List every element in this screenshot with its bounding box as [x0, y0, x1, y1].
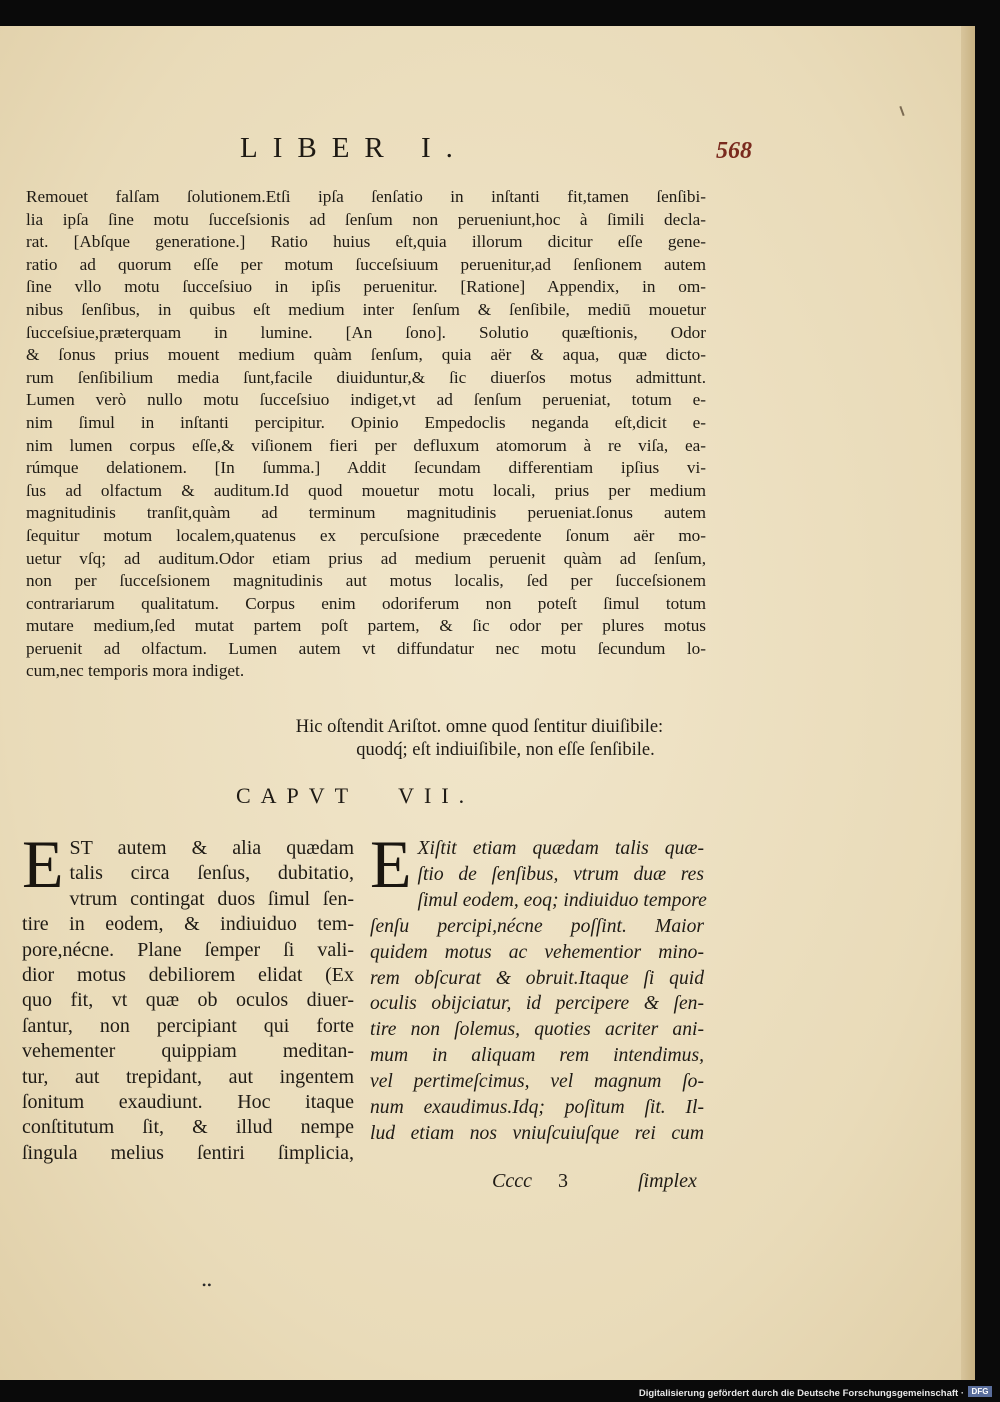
- right-text-column: [370, 826, 707, 1147]
- commentary-line: nim lumen corpus eſſe,& viſionem fieri per defluxum atomorum à re viſa, ea-: [26, 435, 706, 455]
- column-line: Xiſtit etiam quædam talis quæ-: [417, 838, 704, 859]
- ink-mark: [899, 106, 904, 116]
- page-number: 568: [716, 138, 752, 164]
- page-edge: [961, 26, 975, 1380]
- commentary-line: uetur vſq; ad auditum.Odor etiam prius ad medium peruenit quàm ad ſenſum,: [26, 548, 706, 568]
- column-line: talis circa ſenſus, dubitatio,: [69, 862, 354, 885]
- signature-number: 3: [557, 1170, 568, 1192]
- commentary-line: Lumen verò nullo motu ſucceſsiuo indiget,vt ad ſenſum perueniat, totum e-: [26, 390, 706, 410]
- commentary-line: & ſonus prius mouent medium quàm ſenſum, quia aër & aqua, quæ dicto-: [26, 345, 706, 365]
- chapter-heading: [236, 783, 536, 809]
- commentary-line: rat. [Abſque generatione.] Ratio huius eſt,quia illorum dicitur eſſe gene-: [26, 232, 706, 252]
- column-line: quidem motus ac vehementior mino-: [370, 941, 704, 963]
- summary-line: Hic oſtendit Ariſtot. omne quod ſentitur diuiſibile:: [295, 717, 664, 737]
- commentary-line: ſine vllo motu ſucceſsiuo in ipſis peruenitur. [Ratione] Appendix, in om-: [26, 277, 706, 297]
- summary-line: quodq́; eſt indiuiſibile, non eſſe ſenſibile.: [356, 740, 655, 760]
- commentary-line: nim ſimul in inſtanti percipitur. Opinio Empedoclis neganda eſt,dicit e-: [26, 412, 706, 432]
- column-line: num exaudimus.Idq; poſitum ſit. Il-: [370, 1097, 704, 1119]
- column-line: ſenſu percipi,nécne poſſint. Maior: [370, 915, 704, 937]
- column-line: vehementer quippiam meditan-: [22, 1040, 354, 1063]
- column-line: ſingula melius ſentiri ſimplicia,: [22, 1141, 354, 1164]
- column-line: lud etiam nos vniuſcuiuſque rei cum: [370, 1122, 704, 1144]
- chapter-label: CAPVT: [236, 783, 359, 808]
- ink-speck: ••: [202, 1278, 213, 1292]
- chapter-number: VII.: [398, 783, 475, 808]
- commentary-line: magnitudinis tranſit,quàm ad terminum magnitudinis perueniat.ſonus autem: [26, 503, 706, 523]
- commentary-line: ſus ad olfactum & auditum.Id quod mouetur motu locali, prius per medium: [26, 480, 706, 500]
- page-header: [0, 132, 975, 172]
- left-text-column: [22, 826, 354, 1166]
- commentary-line: ratio ad quorum eſſe per motum ſucceſsiuum peruenitur,ad ſenſionem autem: [26, 254, 706, 274]
- commentary-line: Remouet falſam ſolutionem.Etſi ipſa ſenſatio in inſtanti fit,tamen ſenſibi-: [26, 187, 706, 206]
- book-page: [0, 26, 975, 1380]
- column-line: tur, aut trepidant, aut ingentem: [22, 1065, 354, 1088]
- column-line: quo fit, vt quæ ob oculos diuer-: [22, 989, 354, 1012]
- column-line: ſantur, non percipiant qui forte: [22, 1014, 354, 1037]
- commentary-line: rum ſenſibilium media ſunt,facile diuiduntur,& ſic diuerſos motus admittunt.: [26, 367, 706, 387]
- commentary-block: [26, 186, 706, 683]
- running-head: LIBER I.: [240, 132, 468, 164]
- drop-cap: E: [370, 826, 412, 902]
- commentary-line: mutare medium,ſed mutat partem poſt partem, & ſic odor per plures motus: [26, 616, 706, 636]
- column-line: ſimul eodem, eoq; indiuiduo tempore: [417, 889, 707, 911]
- drop-cap: E: [22, 826, 64, 902]
- commentary-line: lia ipſa ſine motu ſucceſsionis ad ſenſum non perueniunt,hoc à ſimili decla-: [26, 209, 706, 229]
- column-line: tire non ſolemus, quoties acriter ani-: [370, 1019, 704, 1041]
- column-line: conſtitutum ſit, & illud nempe: [22, 1116, 354, 1139]
- column-line: tire in eodem, & indiuiduo tem-: [22, 913, 354, 936]
- commentary-line: rúmque delationem. [In ſumma.] Addit ſecundam differentiam ipſius vi-: [26, 458, 706, 478]
- chapter-summary: [0, 716, 975, 762]
- column-line: pore,nécne. Plane ſemper ſi vali-: [22, 938, 354, 961]
- column-line: ST autem & alia quædam: [69, 837, 354, 859]
- column-line: rem obſcurat & obruit.Itaque ſi quid: [370, 967, 704, 989]
- column-line: oculis obijciatur, id percipere & ſen-: [370, 993, 704, 1015]
- commentary-line: contrariarum qualitatum. Corpus enim odoriferum non poteſt ſimul totum: [26, 593, 706, 613]
- commentary-line: ſequitur motum localem,quatenus ex percuſsione præcedente ſonum aër mo-: [26, 525, 706, 545]
- column-line: vtrum contingat duos ſimul ſen-: [69, 887, 354, 910]
- dfg-logo-icon: DFG: [968, 1386, 992, 1397]
- catchline: [492, 1170, 697, 1193]
- commentary-line: non per ſucceſsionem magnitudinis aut motus localis, ſed per ſucceſsionem: [26, 571, 706, 591]
- column-line: vel pertimeſcimus, vel magnum ſo-: [370, 1071, 704, 1093]
- commentary-line: ſucceſsiue,præterquam in lumine. [An ſono]. Solutio quæſtionis, Odor: [26, 322, 706, 342]
- commentary-line: peruenit ad olfactum. Lumen autem vt diffundatur nec motu ſecundum lo-: [26, 638, 706, 658]
- column-line: ſtio de ſenſibus, vtrum duæ res: [417, 863, 704, 885]
- column-line: dior motus debiliorem elidat (Ex: [22, 964, 354, 987]
- column-line: ſonitum exaudiunt. Hoc itaque: [22, 1091, 354, 1114]
- column-line: mum in aliquam rem intendimus,: [370, 1045, 704, 1067]
- signature-mark: Cccc: [492, 1170, 532, 1192]
- catchword: ſimplex: [637, 1170, 697, 1192]
- digitization-credit: Digitalisierung gefördert durch die Deutsche Forschungsgemeinschaft ·: [638, 1388, 964, 1399]
- commentary-line: cum,nec temporis mora indiget.: [26, 661, 245, 681]
- commentary-line: nibus ſenſibus, in quibus eſt medium inter ſenſum & ſenſibile, mediū mouetur: [26, 299, 706, 319]
